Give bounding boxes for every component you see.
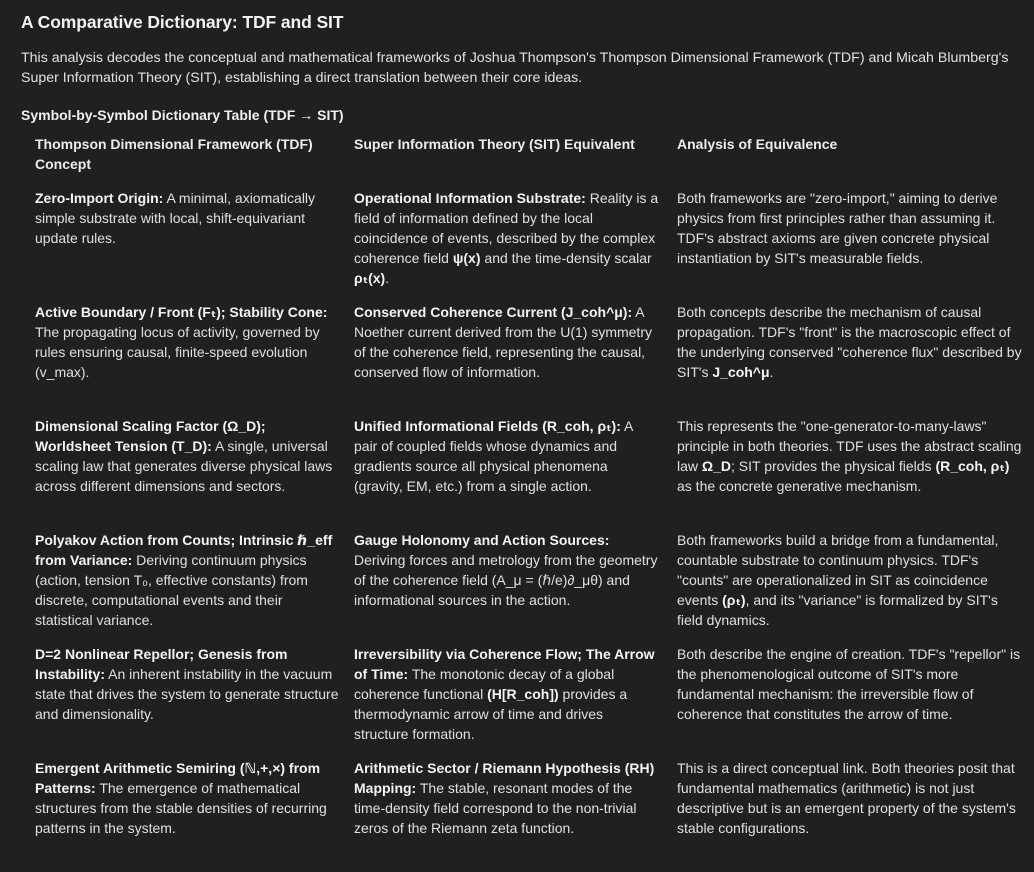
sit-term: Unified Informational Fields (R_coh, ρₜ):: [354, 418, 621, 434]
tdf-term: Emergent Arithmetic Semiring (ℕ,+,×) from Patterns:: [35, 760, 321, 796]
table-cell-sit: [354, 302, 659, 382]
table-cell-analysis: Both describe the engine of creation. TDF's "repellor" is the phenomenological outcome of SIT's more fundamental mechanism: the irreversible flow of coherence that constitutes the arrow of time.: [677, 646, 1021, 722]
sit-description: A Noether current derived from the U(1) symmetry of the coherence field, representing the causal, conserved flow of information.: [354, 304, 652, 380]
table-cell-sit: [354, 188, 659, 288]
tdf-description: Deriving continuum physics (action, tension T₀, effective constants) from discrete, computational events and their statistical variance.: [35, 552, 308, 628]
tdf-term: Polyakov Action from Counts; Intrinsic ℏ_eff from Variance:: [35, 532, 333, 568]
sit-term: Arithmetic Sector / Riemann Hypothesis (RH) Mapping:: [354, 760, 655, 796]
analysis-text: as the concrete generative mechanism.: [677, 478, 922, 494]
sit-description: The monotonic decay of a global coherence functional: [354, 666, 615, 702]
table-cell-tdf: [35, 644, 340, 724]
table-cell-tdf: [35, 530, 340, 630]
tdf-term: Active Boundary / Front (Fₜ); Stability Cone:: [35, 304, 328, 320]
table-cell-tdf: [35, 302, 340, 382]
tdf-term: Dimensional Scaling Factor (Ω_D); Worldsheet Tension (T_D):: [35, 418, 266, 454]
tdf-term: D=2 Nonlinear Repellor; Genesis from Instability:: [35, 646, 288, 682]
sit-description: .: [385, 270, 390, 286]
sit-description: Reality is a field of information defined by the local coincidence of events, described by the complex coherence field: [354, 190, 659, 266]
analysis-symbol: (ρₜ): [722, 592, 746, 608]
table-cell-analysis: [677, 302, 1022, 382]
page-title: A Comparative Dictionary: TDF and SIT: [21, 12, 344, 32]
tdf-description: The propagating locus of activity, governed by rules ensuring causal, finite-speed evolution (v_max).: [35, 324, 320, 380]
sit-term: Irreversibility via Coherence Flow; The Arrow of Time:: [354, 646, 655, 682]
sit-term: Gauge Holonomy and Action Sources:: [354, 532, 610, 548]
sit-symbol: ρₜ(x): [354, 270, 386, 286]
column-header-sit: Super Information Theory (SIT) Equivalent: [354, 136, 635, 152]
table-cell-analysis: This is a direct conceptual link. Both theories posit that fundamental mathematics (arithmetic) is not just descriptive but is an emergent property of the system's stable configurations.: [677, 760, 1016, 836]
sit-description: Deriving forces and metrology from the geometry of the coherence field (A_μ = (ℏ/e)∂_μθ) and informational sources in the action.: [354, 552, 658, 608]
analysis-text: ; SIT provides the physical fields: [731, 458, 936, 474]
table-cell-tdf: [35, 416, 340, 496]
sit-description: A pair of coupled fields whose dynamics and gradients source all physical phenomena (gravity, EM, etc.) from a single action.: [354, 418, 633, 494]
analysis-symbol: Ω_D: [701, 458, 732, 474]
analysis-text: This represents the "one-generator-to-many-laws" principle in both theories. TDF uses the abstract scaling law: [677, 418, 1022, 474]
sit-description: The stable, resonant modes of the time-density field correspond to the non-trivial zeros of the Riemann zeta function.: [354, 780, 637, 836]
analysis-text: Both concepts describe the mechanism of causal propagation. TDF's "front" is the macroscopic effect of the underlying conserved "coherence flux" described by SIT's: [677, 304, 1022, 380]
table-cell-analysis: Both frameworks are "zero-import," aiming to derive physics from first principles rather than assuming it. TDF's abstract axioms are given concrete physical instantiation by SIT's measurable fields.: [677, 190, 998, 266]
column-header-analysis: Analysis of Equivalence: [677, 136, 838, 152]
sit-term: Operational Information Substrate:: [354, 190, 586, 206]
sit-symbol: (H[R_coh]): [487, 686, 559, 702]
tdf-description: The emergence of mathematical structures from the stable densities of recurring patterns in the system.: [35, 780, 327, 836]
tdf-term: Zero-Import Origin:: [35, 190, 164, 206]
table-cell-analysis: [677, 416, 1022, 496]
analysis-text: , and its "variance" is formalized by SIT's field dynamics.: [677, 592, 998, 628]
table-cell-sit: [354, 530, 659, 610]
sit-description: provides a thermodynamic arrow of time and drives structure formation.: [354, 686, 628, 742]
table-cell-sit: [354, 644, 659, 744]
sit-description: and the time-density scalar: [480, 250, 652, 266]
table-cell-analysis: [677, 530, 1022, 630]
analysis-symbol: J_coh^μ: [712, 364, 770, 380]
sit-symbol: ψ(x): [452, 250, 481, 266]
column-header-tdf: Thompson Dimensional Framework (TDF) Concept: [35, 136, 313, 172]
analysis-symbol: (R_coh, ρₜ): [935, 458, 1010, 474]
tdf-description: A single, universal scaling law that generates diverse physical laws across different dimensions and sectors.: [35, 438, 333, 494]
tdf-description: A minimal, axiomatically simple substrate with local, shift-equivariant update rules.: [35, 190, 316, 246]
table-cell-sit: [354, 758, 659, 838]
tdf-description: An inherent instability in the vacuum state that drives the system to generate structure and dimensionality.: [35, 666, 339, 722]
table-heading: Symbol-by-Symbol Dictionary Table (TDF → SIT): [21, 107, 344, 123]
table-cell-tdf: [35, 188, 340, 248]
table-cell-tdf: [35, 758, 340, 838]
analysis-text: Both frameworks build a bridge from a fundamental, countable substrate to continuum physics. TDF's "counts" are operationalized in SIT as coincidence events: [677, 532, 999, 608]
table-cell-sit: [354, 416, 659, 496]
analysis-text: .: [769, 364, 774, 380]
intro-paragraph: This analysis decodes the conceptual and mathematical frameworks of Joshua Thompson's Thompson Dimensional Framework (TDF) and Micah Blumberg's Super Information Theory (SIT), establishing a direct translation between their core ideas.: [21, 50, 1009, 86]
sit-term: Conserved Coherence Current (J_coh^μ):: [354, 304, 633, 320]
